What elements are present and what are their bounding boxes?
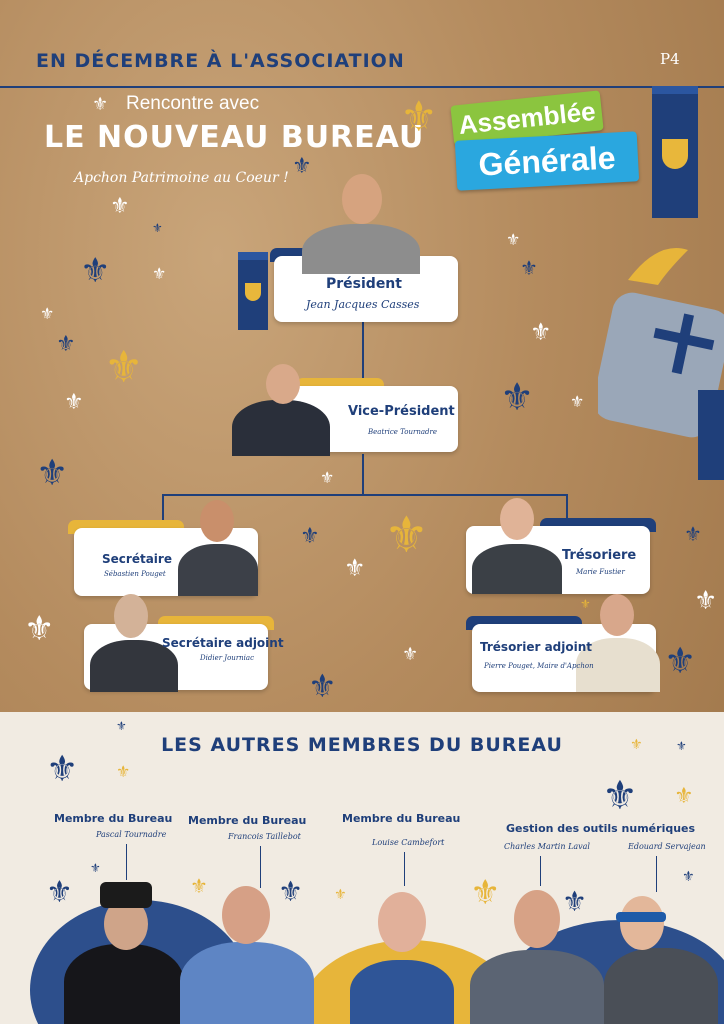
- tresoriere-photo: [470, 492, 564, 594]
- tresoriere-role: Trésoriere: [562, 548, 637, 563]
- fleur-de-lis-icon: ⚜: [694, 586, 718, 616]
- fleur-de-lis-icon: ⚜: [506, 230, 521, 249]
- knight-helmet-illustration: [598, 240, 724, 480]
- member-1-name: Pascal Tournadre: [96, 830, 167, 839]
- tresorier-adjoint-name: Pierre Pouget, Maire d'Apchon: [484, 662, 594, 670]
- fleur-de-lis-icon: ⚜: [46, 875, 73, 910]
- fleur-de-lis-icon: ⚜: [570, 392, 585, 411]
- fleur-de-lis-icon: ⚜: [64, 390, 84, 415]
- fleur-de-lis-icon: ⚜: [190, 874, 208, 898]
- member-connector: [656, 856, 657, 892]
- fleur-de-lis-icon: ⚜: [334, 887, 347, 903]
- heraldic-banner-icon: [652, 86, 698, 218]
- fleur-de-lis-icon: ⚜: [116, 719, 127, 733]
- secretaire-photo: [178, 496, 258, 596]
- fleur-de-lis-icon: ⚜: [630, 737, 643, 753]
- member-4-role: Gestion des outils numériques: [506, 822, 696, 835]
- member-4-photo: [470, 884, 604, 1024]
- president-name: Jean Jacques Casses: [306, 298, 420, 311]
- badge-generale: [455, 131, 639, 190]
- fleur-de-lis-icon: ⚜: [104, 342, 144, 393]
- fleur-de-lis-icon: ⚜: [300, 524, 320, 549]
- fleur-de-lis-icon: ⚜: [278, 875, 304, 908]
- secretaire-role: Secrétaire: [102, 552, 172, 566]
- header-rule: [0, 86, 724, 88]
- sunglasses-icon: [616, 912, 666, 922]
- fleur-de-lis-icon: ⚜: [152, 264, 167, 283]
- fleur-de-lis-icon: ⚜: [664, 641, 697, 682]
- tresoriere-name: Marie Fustier: [576, 568, 625, 576]
- header-title: EN DÉCEMBRE À L'ASSOCIATION: [36, 50, 405, 72]
- fleur-de-lis-icon: ⚜: [40, 304, 55, 323]
- tresorier-adjoint-role: Trésorier adjoint: [480, 640, 593, 654]
- fleur-de-lis-icon: ⚜: [384, 506, 429, 564]
- fleur-de-lis-icon: ⚜: [36, 453, 69, 494]
- connector-line: [362, 454, 364, 494]
- vice-president-role: Vice-Président: [348, 404, 455, 419]
- fleur-de-lis-icon: ⚜: [500, 375, 535, 419]
- fleur-de-lis-icon: ⚜: [308, 667, 337, 705]
- member-connector: [404, 852, 405, 886]
- president-photo: [300, 168, 422, 274]
- fleur-de-lis-icon: ⚜: [470, 873, 501, 913]
- fleur-de-lis-icon: ⚜: [400, 92, 438, 141]
- fleur-de-lis-icon: ⚜: [24, 609, 55, 649]
- badge-line1: Assemblée: [457, 95, 597, 141]
- intro-title: LE NOUVEAU BUREAU: [44, 120, 425, 155]
- fleur-de-lis-icon: ⚜: [320, 468, 335, 487]
- member-2-role: Membre du Bureau: [188, 814, 307, 827]
- vice-president-photo: [232, 360, 330, 456]
- member-3-role: Membre du Bureau: [342, 812, 461, 825]
- intro-tagline: Apchon Patrimoine au Coeur !: [74, 170, 289, 186]
- fleur-de-lis-icon: ⚜: [110, 194, 130, 219]
- member-connector: [540, 856, 541, 886]
- member-2-name: Francois Taillebot: [228, 832, 301, 841]
- fleur-de-lis-icon: ⚜: [152, 221, 163, 235]
- page-number: P4: [660, 50, 680, 68]
- fleur-de-lis-icon: ⚜: [562, 885, 588, 918]
- fleur-de-lis-icon: ⚜: [80, 251, 111, 291]
- fleur-de-lis-icon: ⚜: [520, 256, 538, 280]
- fleur-de-lis-icon: ⚜: [46, 749, 79, 790]
- coat-of-arms-icon: [662, 139, 688, 169]
- fleur-de-lis-icon: ⚜: [682, 869, 695, 885]
- fleur-de-lis-icon: ⚜: [292, 154, 312, 179]
- vice-president-name: Beatrice Tournadre: [368, 428, 437, 436]
- intro-subtitle: Rencontre avec: [126, 93, 260, 114]
- member-5-name: Edouard Servajean: [628, 842, 706, 851]
- fleur-de-lis-icon: ⚜: [530, 318, 552, 346]
- badge-line2: Générale: [477, 139, 617, 183]
- member-2-photo: [180, 875, 314, 1024]
- secretaire-adjoint-name: Didier Journiac: [200, 654, 255, 662]
- connector-line: [362, 322, 364, 386]
- secretaire-name: Sébastien Pouget: [104, 570, 166, 578]
- member-4-name: Charles Martin Laval: [504, 842, 590, 851]
- fleur-de-lis-icon: ⚜: [90, 861, 101, 875]
- member-3-photo: [350, 886, 454, 1024]
- fleur-de-lis-icon: ⚜: [56, 332, 76, 357]
- member-3-name: Louise Cambefort: [372, 838, 445, 847]
- secretaire-adjoint-role: Secrétaire adjoint: [162, 636, 284, 650]
- fleur-de-lis-icon: ⚜: [116, 762, 131, 781]
- fleur-de-lis-icon: ⚜: [684, 522, 702, 546]
- hat: [100, 882, 152, 908]
- fleur-de-lis-icon: ⚜: [402, 644, 419, 665]
- fleur-de-lis-icon: ⚜: [92, 94, 109, 115]
- fleur-de-lis-icon: ⚜: [602, 773, 638, 819]
- fleur-de-lis-icon: ⚜: [344, 554, 366, 582]
- fleur-de-lis-icon: ⚜: [674, 784, 694, 809]
- fleur-de-lis-icon: ⚜: [676, 739, 687, 753]
- member-1-photo: [64, 878, 184, 1024]
- member-connector: [126, 844, 127, 880]
- coat-of-arms-icon: [245, 283, 261, 301]
- member-1-role: Membre du Bureau: [54, 812, 173, 825]
- other-members-title: LES AUTRES MEMBRES DU BUREAU: [161, 734, 563, 756]
- member-5-photo: [604, 890, 718, 1024]
- president-role: Président: [326, 276, 402, 292]
- fleur-de-lis-icon: ⚜: [580, 597, 591, 611]
- small-banner-icon: [238, 252, 268, 330]
